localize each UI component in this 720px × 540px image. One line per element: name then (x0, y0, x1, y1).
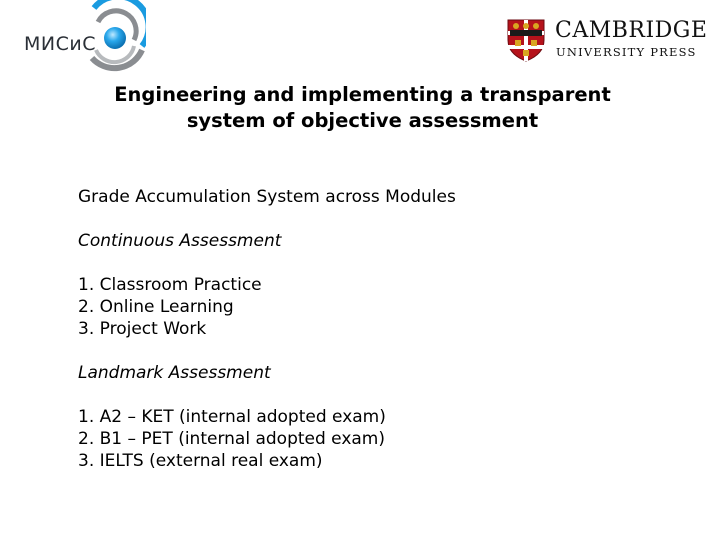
landmark-assessment-label: Landmark Assessment (78, 363, 271, 383)
title-line-1: Engineering and implementing a transparent (114, 83, 611, 106)
continuous-assessment-label: Continuous Assessment (78, 231, 282, 251)
cambridge-shield-icon (506, 18, 546, 62)
body-heading: Grade Accumulation System across Modules (78, 187, 456, 207)
list-item: 1. Classroom Practice (78, 275, 262, 295)
list-item: 3. IELTS (external real exam) (78, 451, 323, 471)
list-item: 3. Project Work (78, 319, 207, 339)
cambridge-wordmark: CAMBRIDGE (555, 18, 708, 43)
misis-logo (22, 0, 147, 72)
misis-sphere-icon (84, 0, 146, 72)
list-item: 2. Online Learning (78, 297, 234, 317)
cambridge-logo (506, 18, 708, 62)
list-item: 2. B1 – PET (internal adopted exam) (78, 429, 386, 449)
cambridge-subtitle: UNIVERSITY PRESS (556, 45, 697, 59)
misis-wordmark: МИСиС (24, 33, 96, 55)
slide-body (78, 186, 678, 472)
slide-title (30, 82, 695, 134)
list-item: 1. A2 – KET (internal adopted exam) (78, 407, 386, 427)
title-line-2: system of objective assessment (186, 109, 539, 132)
